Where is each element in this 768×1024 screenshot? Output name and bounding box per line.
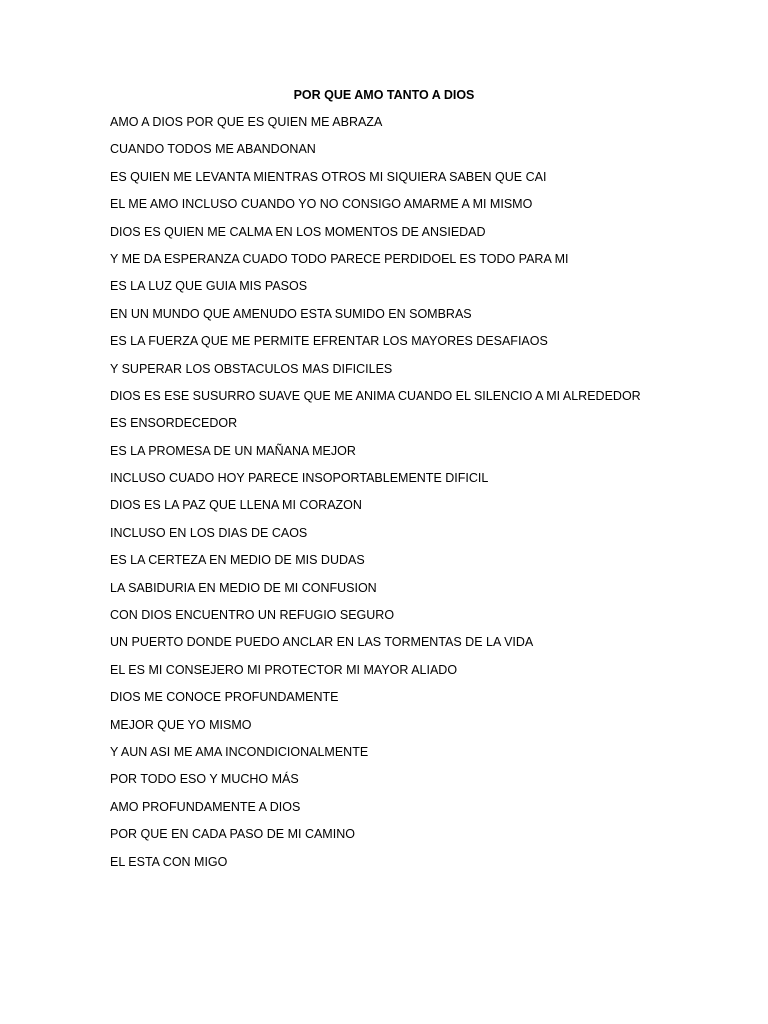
poem-line: ES QUIEN ME LEVANTA MIENTRAS OTROS MI SIQUIERA SABEN QUE CAI xyxy=(110,169,547,184)
poem-line: Y SUPERAR LOS OBSTACULOS MAS DIFICILES xyxy=(110,361,393,376)
poem-line: ES LA FUERZA QUE ME PERMITE EFRENTAR LOS MAYORES DESAFIAOS xyxy=(110,334,548,349)
poem-line: Y ME DA ESPERANZA CUADO TODO PARECE PERDIDOEL ES TODO PARA MI xyxy=(110,251,569,266)
poem-line: INCLUSO CUADO HOY PARECE INSOPORTABLEMENTE DIFICIL xyxy=(110,471,489,486)
poem-line: ES LA PROMESA DE UN MAÑANA MEJOR xyxy=(110,443,356,458)
poem-line: ES LA CERTEZA EN MEDIO DE MIS DUDAS xyxy=(110,553,365,568)
poem-line: Y AUN ASI ME AMA INCONDICIONALMENTE xyxy=(110,744,369,759)
poem-line: UN PUERTO DONDE PUEDO ANCLAR EN LAS TORMENTAS DE LA VIDA xyxy=(110,635,534,650)
poem-line: LA SABIDURIA EN MEDIO DE MI CONFUSION xyxy=(110,580,377,595)
poem-line: AMO A DIOS POR QUE ES QUIEN ME ABRAZA xyxy=(110,115,383,129)
poem-line: EL ME AMO INCLUSO CUANDO YO NO CONSIGO AMARME A MI MISMO xyxy=(110,197,533,212)
poem-line: AMO PROFUNDAMENTE A DIOS xyxy=(110,799,301,814)
poem-line: EL ESTA CON MIGO xyxy=(110,854,228,869)
poem-line: DIOS ME CONOCE PROFUNDAMENTE xyxy=(110,690,339,705)
poem-body xyxy=(110,113,730,880)
poem-line: MEJOR QUE YO MISMO xyxy=(110,717,252,732)
poem-line: ES ENSORDECEDOR xyxy=(110,416,238,431)
poem-line: INCLUSO EN LOS DIAS DE CAOS xyxy=(110,525,308,540)
poem-line: DIOS ES QUIEN ME CALMA EN LOS MOMENTOS DE ANSIEDAD xyxy=(110,224,486,239)
poem-line: EL ES MI CONSEJERO MI PROTECTOR MI MAYOR ALIADO xyxy=(110,662,458,677)
poem-line: POR TODO ESO Y MUCHO MÁS xyxy=(110,772,299,787)
poem-line: CUANDO TODOS ME ABANDONAN xyxy=(110,142,316,157)
poem-line: CON DIOS ENCUENTRO UN REFUGIO SEGURO xyxy=(110,608,395,623)
poem-line: DIOS ES ESE SUSURRO SUAVE QUE ME ANIMA CUANDO EL SILENCIO A MI ALREDEDOR xyxy=(110,388,641,403)
poem-line: DIOS ES LA PAZ QUE LLENA MI CORAZON xyxy=(110,498,362,513)
poem-line: ES LA LUZ QUE GUIA MIS PASOS xyxy=(110,279,308,294)
document-title: POR QUE AMO TANTO A DIOS xyxy=(293,88,475,102)
poem-line: POR QUE EN CADA PASO DE MI CAMINO xyxy=(110,827,355,842)
poem-line: EN UN MUNDO QUE AMENUDO ESTA SUMIDO EN SOMBRAS xyxy=(110,306,472,321)
